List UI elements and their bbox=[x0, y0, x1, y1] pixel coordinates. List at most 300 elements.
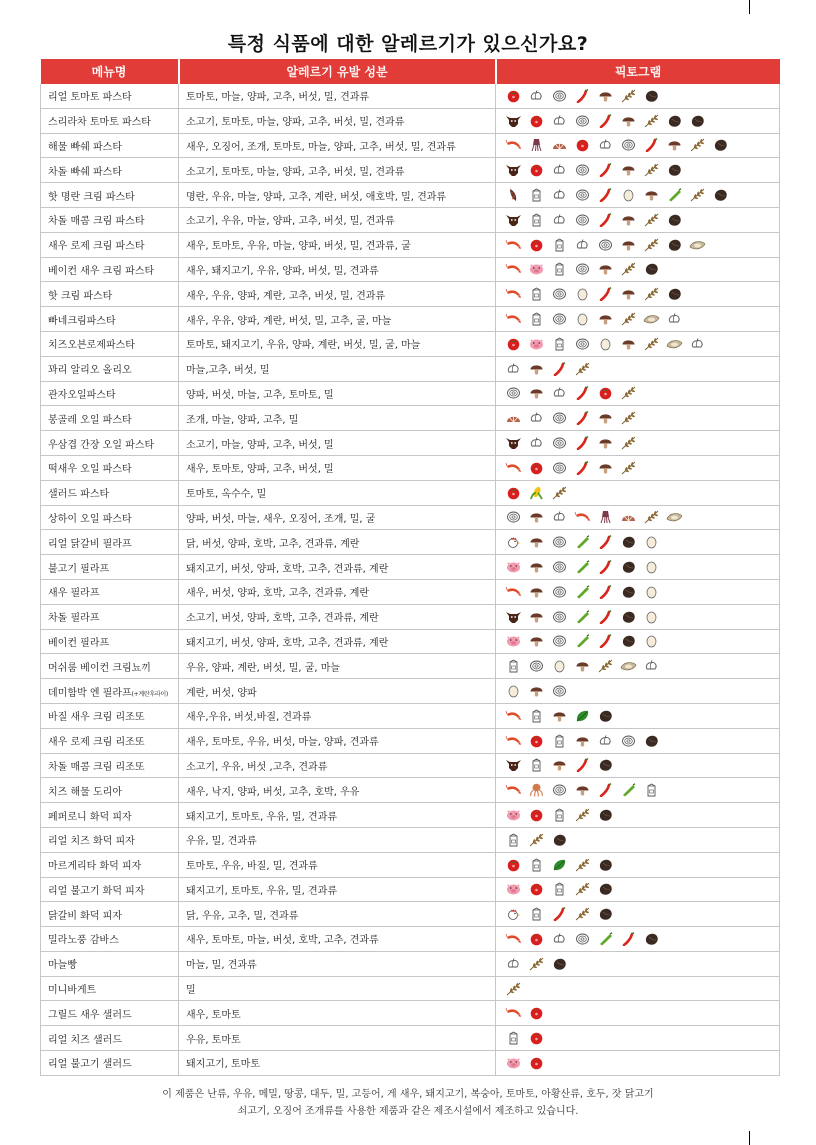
table-row bbox=[41, 530, 780, 555]
menu-name-cell bbox=[41, 1001, 179, 1026]
allergen-list: 새우, 버섯, 양파, 호박, 고추, 견과류, 계란 bbox=[186, 588, 370, 600]
pictogram-list bbox=[503, 982, 779, 996]
wheat-icon bbox=[574, 907, 591, 921]
oyster-icon bbox=[666, 510, 683, 524]
pictogram-list bbox=[503, 783, 779, 797]
menu-name: 핫 크림 파스타 bbox=[48, 290, 113, 302]
pictogram-list bbox=[503, 932, 779, 946]
egg-icon bbox=[620, 188, 637, 202]
menu-name-cell bbox=[41, 183, 179, 208]
wheat-icon bbox=[643, 163, 660, 177]
pictogram-cell bbox=[496, 505, 780, 530]
onion-icon bbox=[551, 560, 568, 574]
onion-icon bbox=[505, 386, 522, 400]
allergen-list: 토마토, 돼지고기, 우유, 양파, 계란, 버섯, 밀, 굴, 마늘 bbox=[186, 340, 421, 352]
wheat-icon bbox=[620, 411, 637, 425]
pictogram-list bbox=[503, 163, 779, 177]
tomato-icon bbox=[505, 858, 522, 872]
basil-icon bbox=[574, 709, 591, 723]
pictogram-cell bbox=[496, 133, 780, 158]
crop-mark-top bbox=[749, 0, 750, 14]
mushroom-icon bbox=[574, 783, 591, 797]
allergen-table bbox=[40, 59, 780, 1076]
table-row bbox=[41, 555, 780, 580]
pictogram-list bbox=[503, 486, 779, 500]
garlic-icon bbox=[551, 188, 568, 202]
nut-icon bbox=[712, 188, 729, 202]
menu-name: 새우 로제 크림 리조또 bbox=[48, 737, 145, 749]
shrimp-icon bbox=[505, 262, 522, 276]
menu-name-cell bbox=[41, 505, 179, 530]
pictogram-list bbox=[503, 89, 779, 103]
allergens-cell bbox=[179, 778, 496, 803]
chicken-icon bbox=[505, 907, 522, 921]
menu-name-cell bbox=[41, 1026, 179, 1051]
menu-name-cell bbox=[41, 307, 179, 332]
menu-name: 닭갈비 화덕 피자 bbox=[48, 910, 122, 922]
allergen-list: 돼지고기, 토마토, 우유, 밀, 견과류 bbox=[186, 885, 338, 897]
nut-icon bbox=[620, 585, 637, 599]
menu-name: 베이컨 필라프 bbox=[48, 637, 110, 649]
clam-icon bbox=[620, 510, 637, 524]
allergens-cell bbox=[179, 951, 496, 976]
wheat-icon bbox=[505, 982, 522, 996]
egg-icon bbox=[574, 312, 591, 326]
garlic-icon bbox=[689, 337, 706, 351]
allergens-cell bbox=[179, 877, 496, 902]
wheat-icon bbox=[551, 486, 568, 500]
allergens-cell bbox=[179, 282, 496, 307]
chili-icon bbox=[597, 163, 614, 177]
pictogram-list bbox=[503, 833, 779, 847]
allergen-list: 양파, 버섯, 마늘, 고추, 토마토, 밀 bbox=[186, 389, 334, 401]
pictogram-list bbox=[503, 1031, 779, 1045]
wheat-icon bbox=[597, 659, 614, 673]
pictogram-list bbox=[503, 436, 779, 450]
allergen-list: 돼지고기, 토마토, 우유, 밀, 견과류 bbox=[186, 811, 338, 823]
egg-icon bbox=[643, 535, 660, 549]
menu-name: 리얼 불고기 화덕 피자 bbox=[48, 885, 145, 897]
table-row bbox=[41, 579, 780, 604]
menu-name: 마르게리타 화덕 피자 bbox=[48, 861, 142, 873]
pictogram-list bbox=[503, 758, 779, 772]
corn-icon bbox=[528, 486, 545, 500]
pictogram-list bbox=[503, 386, 779, 400]
mushroom-icon bbox=[597, 436, 614, 450]
nut-icon bbox=[620, 634, 637, 648]
pictogram-cell bbox=[496, 927, 780, 952]
table-row bbox=[41, 1051, 780, 1076]
pictogram-cell bbox=[496, 1001, 780, 1026]
milk-icon bbox=[551, 262, 568, 276]
milk-icon bbox=[551, 734, 568, 748]
wheat-icon bbox=[574, 362, 591, 376]
menu-name: 리얼 토마토 파스타 bbox=[48, 92, 132, 104]
tomato-icon bbox=[528, 1031, 545, 1045]
menu-name-cell bbox=[41, 976, 179, 1001]
pictogram-cell bbox=[496, 158, 780, 183]
wheat-icon bbox=[643, 114, 660, 128]
pictogram-list bbox=[503, 957, 779, 971]
allergens-cell bbox=[179, 827, 496, 852]
shrimp-icon bbox=[574, 510, 591, 524]
table-row bbox=[41, 183, 780, 208]
beef-icon bbox=[505, 758, 522, 772]
menu-name-cell bbox=[41, 703, 179, 728]
onion-icon bbox=[574, 337, 591, 351]
allergens-cell bbox=[179, 728, 496, 753]
pictogram-list bbox=[503, 535, 779, 549]
pictogram-list bbox=[503, 659, 779, 673]
allergen-list: 소고기, 버섯, 양파, 호박, 고추, 견과류, 계란 bbox=[186, 613, 379, 625]
pictogram-cell bbox=[496, 555, 780, 580]
menu-name-cell bbox=[41, 951, 179, 976]
allergens-cell bbox=[179, 431, 496, 456]
pictogram-cell bbox=[496, 604, 780, 629]
pictogram-cell bbox=[496, 778, 780, 803]
pictogram-cell bbox=[496, 951, 780, 976]
menu-name-cell bbox=[41, 728, 179, 753]
menu-name: 빠네크림파스타 bbox=[48, 315, 116, 327]
shrimp-icon bbox=[505, 932, 522, 946]
menu-name-cell bbox=[41, 827, 179, 852]
pictogram-list bbox=[503, 312, 779, 326]
clam-icon bbox=[551, 138, 568, 152]
chili-icon bbox=[597, 610, 614, 624]
pictogram-cell bbox=[496, 331, 780, 356]
beef-icon bbox=[505, 114, 522, 128]
chili-icon bbox=[574, 461, 591, 475]
onion-icon bbox=[551, 312, 568, 326]
allergens-cell bbox=[179, 1051, 496, 1076]
nut-icon bbox=[620, 610, 637, 624]
menu-name: 그릴드 새우 샐러드 bbox=[48, 1009, 132, 1021]
squid-icon bbox=[597, 510, 614, 524]
chili-icon bbox=[551, 362, 568, 376]
milk-icon bbox=[551, 337, 568, 351]
table-row bbox=[41, 778, 780, 803]
pictogram-list bbox=[503, 510, 779, 524]
wheat-icon bbox=[574, 808, 591, 822]
zucchini-icon bbox=[597, 932, 614, 946]
allergen-list: 토마토, 우유, 바질, 밀, 견과류 bbox=[186, 861, 318, 873]
onion-icon bbox=[597, 238, 614, 252]
table-row bbox=[41, 232, 780, 257]
allergen-list: 돼지고기, 토마토 bbox=[186, 1059, 260, 1071]
menu-name: 차돌 매콤 크림 파스타 bbox=[48, 216, 145, 228]
allergen-list: 닭, 버섯, 양파, 호박, 고추, 견과류, 계란 bbox=[186, 538, 360, 550]
allergen-list: 소고기, 우유, 마늘, 양파, 고추, 버섯, 밀, 견과류 bbox=[186, 216, 395, 228]
oyster-icon bbox=[666, 337, 683, 351]
beef-icon bbox=[505, 610, 522, 624]
menu-name-cell bbox=[41, 877, 179, 902]
pictogram-list bbox=[503, 684, 779, 698]
allergen-list: 새우, 우유, 양파, 계란, 고추, 버섯, 밀, 견과류 bbox=[186, 290, 386, 302]
wheat-icon bbox=[643, 213, 660, 227]
menu-name-cell bbox=[41, 84, 179, 108]
chili-icon bbox=[574, 411, 591, 425]
allergen-list: 새우, 낙지, 양파, 버섯, 고추, 호박, 우유 bbox=[186, 786, 360, 798]
zucchini-icon bbox=[574, 634, 591, 648]
tomato-icon bbox=[597, 386, 614, 400]
shrimp-icon bbox=[505, 312, 522, 326]
menu-name-cell bbox=[41, 753, 179, 778]
pictogram-list bbox=[503, 709, 779, 723]
tomato-icon bbox=[505, 337, 522, 351]
menu-name-cell bbox=[41, 257, 179, 282]
mushroom-icon bbox=[620, 163, 637, 177]
mushroom-icon bbox=[528, 684, 545, 698]
allergens-cell bbox=[179, 331, 496, 356]
tomato-icon bbox=[528, 734, 545, 748]
wheat-icon bbox=[620, 262, 637, 276]
table-row bbox=[41, 654, 780, 679]
shrimp-icon bbox=[505, 783, 522, 797]
milk-icon bbox=[643, 783, 660, 797]
table-row bbox=[41, 406, 780, 431]
garlic-icon bbox=[528, 436, 545, 450]
milk-icon bbox=[528, 312, 545, 326]
mushroom-icon bbox=[528, 634, 545, 648]
shrimp-icon bbox=[505, 1006, 522, 1020]
menu-name: 머쉬룸 베이컨 크림뇨끼 bbox=[48, 662, 151, 674]
footer-line-2: 쇠고기, 오징어 조개류를 사용한 제품과 같은 제조시설에서 제조하고 있습니다. bbox=[237, 1106, 579, 1117]
pictogram-cell bbox=[496, 530, 780, 555]
roe-icon bbox=[505, 188, 522, 202]
pictogram-list bbox=[503, 411, 779, 425]
table-row bbox=[41, 679, 780, 704]
mushroom-icon bbox=[620, 114, 637, 128]
nut-icon bbox=[666, 238, 683, 252]
allergens-cell bbox=[179, 133, 496, 158]
allergens-cell bbox=[179, 927, 496, 952]
allergens-cell bbox=[179, 753, 496, 778]
zucchini-icon bbox=[574, 610, 591, 624]
table-row bbox=[41, 431, 780, 456]
pictogram-cell bbox=[496, 480, 780, 505]
pictogram-cell bbox=[496, 728, 780, 753]
nut-icon bbox=[643, 262, 660, 276]
pictogram-cell bbox=[496, 753, 780, 778]
onion-icon bbox=[551, 89, 568, 103]
onion-icon bbox=[574, 114, 591, 128]
pictogram-cell bbox=[496, 307, 780, 332]
shrimp-icon bbox=[505, 287, 522, 301]
nut-icon bbox=[666, 213, 683, 227]
table-row bbox=[41, 753, 780, 778]
wheat-icon bbox=[574, 882, 591, 896]
pictogram-cell bbox=[496, 629, 780, 654]
tomato-icon bbox=[528, 461, 545, 475]
pictogram-list bbox=[503, 337, 779, 351]
mushroom-icon bbox=[597, 411, 614, 425]
menu-name: 데미함박 엔 필라프 bbox=[48, 687, 132, 699]
allergens-cell bbox=[179, 356, 496, 381]
header-menu: 메뉴명 bbox=[41, 59, 179, 84]
menu-name-cell bbox=[41, 232, 179, 257]
allergen-list: 소고기, 토마토, 마늘, 양파, 고추, 버섯, 밀, 견과류 bbox=[186, 117, 405, 129]
shrimp-icon bbox=[505, 734, 522, 748]
pictogram-list bbox=[503, 610, 779, 624]
page-title: 특정 식품에 대한 알레르기가 있으신가요? bbox=[227, 33, 589, 55]
onion-icon bbox=[620, 138, 637, 152]
menu-name: 리얼 치즈 화덕 피자 bbox=[48, 836, 135, 848]
menu-name-cell bbox=[41, 654, 179, 679]
milk-icon bbox=[528, 188, 545, 202]
milk-icon bbox=[551, 808, 568, 822]
table-row bbox=[41, 852, 780, 877]
table-row bbox=[41, 207, 780, 232]
mushroom-icon bbox=[597, 461, 614, 475]
garlic-icon bbox=[666, 312, 683, 326]
chili-icon bbox=[597, 560, 614, 574]
allergens-cell bbox=[179, 976, 496, 1001]
pictogram-list bbox=[503, 114, 779, 128]
nut-icon bbox=[643, 734, 660, 748]
menu-name: 샐러드 파스타 bbox=[48, 489, 110, 501]
menu-name-cell bbox=[41, 133, 179, 158]
onion-icon bbox=[574, 188, 591, 202]
nut-icon bbox=[712, 138, 729, 152]
menu-name-cell bbox=[41, 1051, 179, 1076]
mushroom-icon bbox=[597, 262, 614, 276]
menu-name: 미니바게트 bbox=[48, 985, 97, 997]
chili-icon bbox=[597, 585, 614, 599]
nut-icon bbox=[597, 758, 614, 772]
onion-icon bbox=[574, 932, 591, 946]
table-body bbox=[41, 84, 780, 1075]
allergens-cell bbox=[179, 381, 496, 406]
table-row bbox=[41, 728, 780, 753]
onion-icon bbox=[505, 510, 522, 524]
nut-icon bbox=[597, 882, 614, 896]
onion-icon bbox=[620, 734, 637, 748]
mushroom-icon bbox=[551, 709, 568, 723]
menu-name-cell bbox=[41, 778, 179, 803]
allergens-cell bbox=[179, 654, 496, 679]
pictogram-cell bbox=[496, 976, 780, 1001]
mushroom-icon bbox=[528, 510, 545, 524]
allergens-cell bbox=[179, 579, 496, 604]
menu-name: 리얼 불고기 샐러드 bbox=[48, 1059, 132, 1071]
pictogram-cell bbox=[496, 84, 780, 108]
allergens-cell bbox=[179, 207, 496, 232]
onion-icon bbox=[528, 659, 545, 673]
mushroom-icon bbox=[528, 560, 545, 574]
allergens-cell bbox=[179, 307, 496, 332]
pictogram-cell bbox=[496, 803, 780, 828]
footer-notice bbox=[0, 1086, 816, 1120]
mushroom-icon bbox=[620, 337, 637, 351]
nut-icon bbox=[666, 163, 683, 177]
table-row bbox=[41, 133, 780, 158]
pictogram-list bbox=[503, 262, 779, 276]
pork-icon bbox=[505, 1056, 522, 1070]
zucchini-icon bbox=[666, 188, 683, 202]
table-row bbox=[41, 480, 780, 505]
garlic-icon bbox=[551, 932, 568, 946]
shrimp-icon bbox=[505, 585, 522, 599]
octopus-icon bbox=[528, 783, 545, 797]
tomato-icon bbox=[528, 882, 545, 896]
pictogram-cell bbox=[496, 703, 780, 728]
basil-icon bbox=[551, 858, 568, 872]
pork-icon bbox=[505, 634, 522, 648]
pictogram-cell bbox=[496, 356, 780, 381]
egg-icon bbox=[643, 634, 660, 648]
table-header-row bbox=[41, 59, 780, 84]
wheat-icon bbox=[528, 833, 545, 847]
table-row bbox=[41, 84, 780, 108]
allergens-cell bbox=[179, 1026, 496, 1051]
menu-name: 마늘빵 bbox=[48, 960, 77, 972]
tomato-icon bbox=[528, 1006, 545, 1020]
menu-name: 봉골레 오일 파스타 bbox=[48, 414, 132, 426]
menu-name-cell bbox=[41, 207, 179, 232]
allergen-list: 소고기, 토마토, 마늘, 양파, 고추, 버섯, 밀, 견과류 bbox=[186, 166, 405, 178]
allergen-list: 새우, 토마토 bbox=[186, 1009, 241, 1021]
egg-icon bbox=[551, 659, 568, 673]
onion-icon bbox=[551, 461, 568, 475]
menu-name-cell bbox=[41, 282, 179, 307]
pictogram-list bbox=[503, 1056, 779, 1070]
menu-name-cell bbox=[41, 480, 179, 505]
menu-name: 관자오일파스타 bbox=[48, 389, 116, 401]
allergen-list: 돼지고기, 버섯, 양파, 호박, 고추, 견과류, 계란 bbox=[186, 637, 389, 649]
milk-icon bbox=[505, 833, 522, 847]
onion-icon bbox=[574, 163, 591, 177]
onion-icon bbox=[551, 684, 568, 698]
pictogram-cell bbox=[496, 406, 780, 431]
allergens-cell bbox=[179, 158, 496, 183]
pictogram-list bbox=[503, 1006, 779, 1020]
tomato-icon bbox=[528, 163, 545, 177]
allergen-list: 돼지고기, 버섯, 양파, 호박, 고추, 견과류, 계란 bbox=[186, 563, 389, 575]
pictogram-list bbox=[503, 213, 779, 227]
milk-icon bbox=[551, 882, 568, 896]
egg-icon bbox=[643, 610, 660, 624]
tomato-icon bbox=[528, 238, 545, 252]
wheat-icon bbox=[643, 510, 660, 524]
menu-name-cell bbox=[41, 431, 179, 456]
garlic-icon bbox=[574, 238, 591, 252]
garlic-icon bbox=[551, 510, 568, 524]
tomato-icon bbox=[505, 89, 522, 103]
onion-icon bbox=[551, 634, 568, 648]
nut-icon bbox=[620, 535, 637, 549]
chili-icon bbox=[620, 932, 637, 946]
menu-name: 페퍼로니 화덕 피자 bbox=[48, 811, 132, 823]
allergens-cell bbox=[179, 108, 496, 133]
tomato-icon bbox=[505, 486, 522, 500]
pictogram-list bbox=[503, 808, 779, 822]
chili-icon bbox=[597, 188, 614, 202]
menu-name: 우삼겹 간장 오일 파스타 bbox=[48, 439, 155, 451]
menu-name: 밀라노풍 감바스 bbox=[48, 935, 119, 947]
nut-icon bbox=[597, 858, 614, 872]
footer-line-1: 이 제품은 난류, 우유, 메밀, 땅콩, 대두, 밀, 고등어, 게 새우, 돼지고기, 복숭아, 토마토, 아황산류, 호두, 잣 닭고기 bbox=[162, 1089, 654, 1100]
mushroom-icon bbox=[620, 213, 637, 227]
pictogram-cell bbox=[496, 207, 780, 232]
menu-name: 치즈 해물 도리아 bbox=[48, 786, 122, 798]
pork-icon bbox=[528, 262, 545, 276]
menu-name-cell bbox=[41, 381, 179, 406]
allergen-list: 조개, 마늘, 양파, 고추, 밀 bbox=[186, 414, 299, 426]
mushroom-icon bbox=[528, 585, 545, 599]
allergen-list: 닭, 우유, 고추, 밀, 견과류 bbox=[186, 910, 299, 922]
menu-name: 리얼 닭갈비 필라프 bbox=[48, 538, 132, 550]
pictogram-cell bbox=[496, 877, 780, 902]
